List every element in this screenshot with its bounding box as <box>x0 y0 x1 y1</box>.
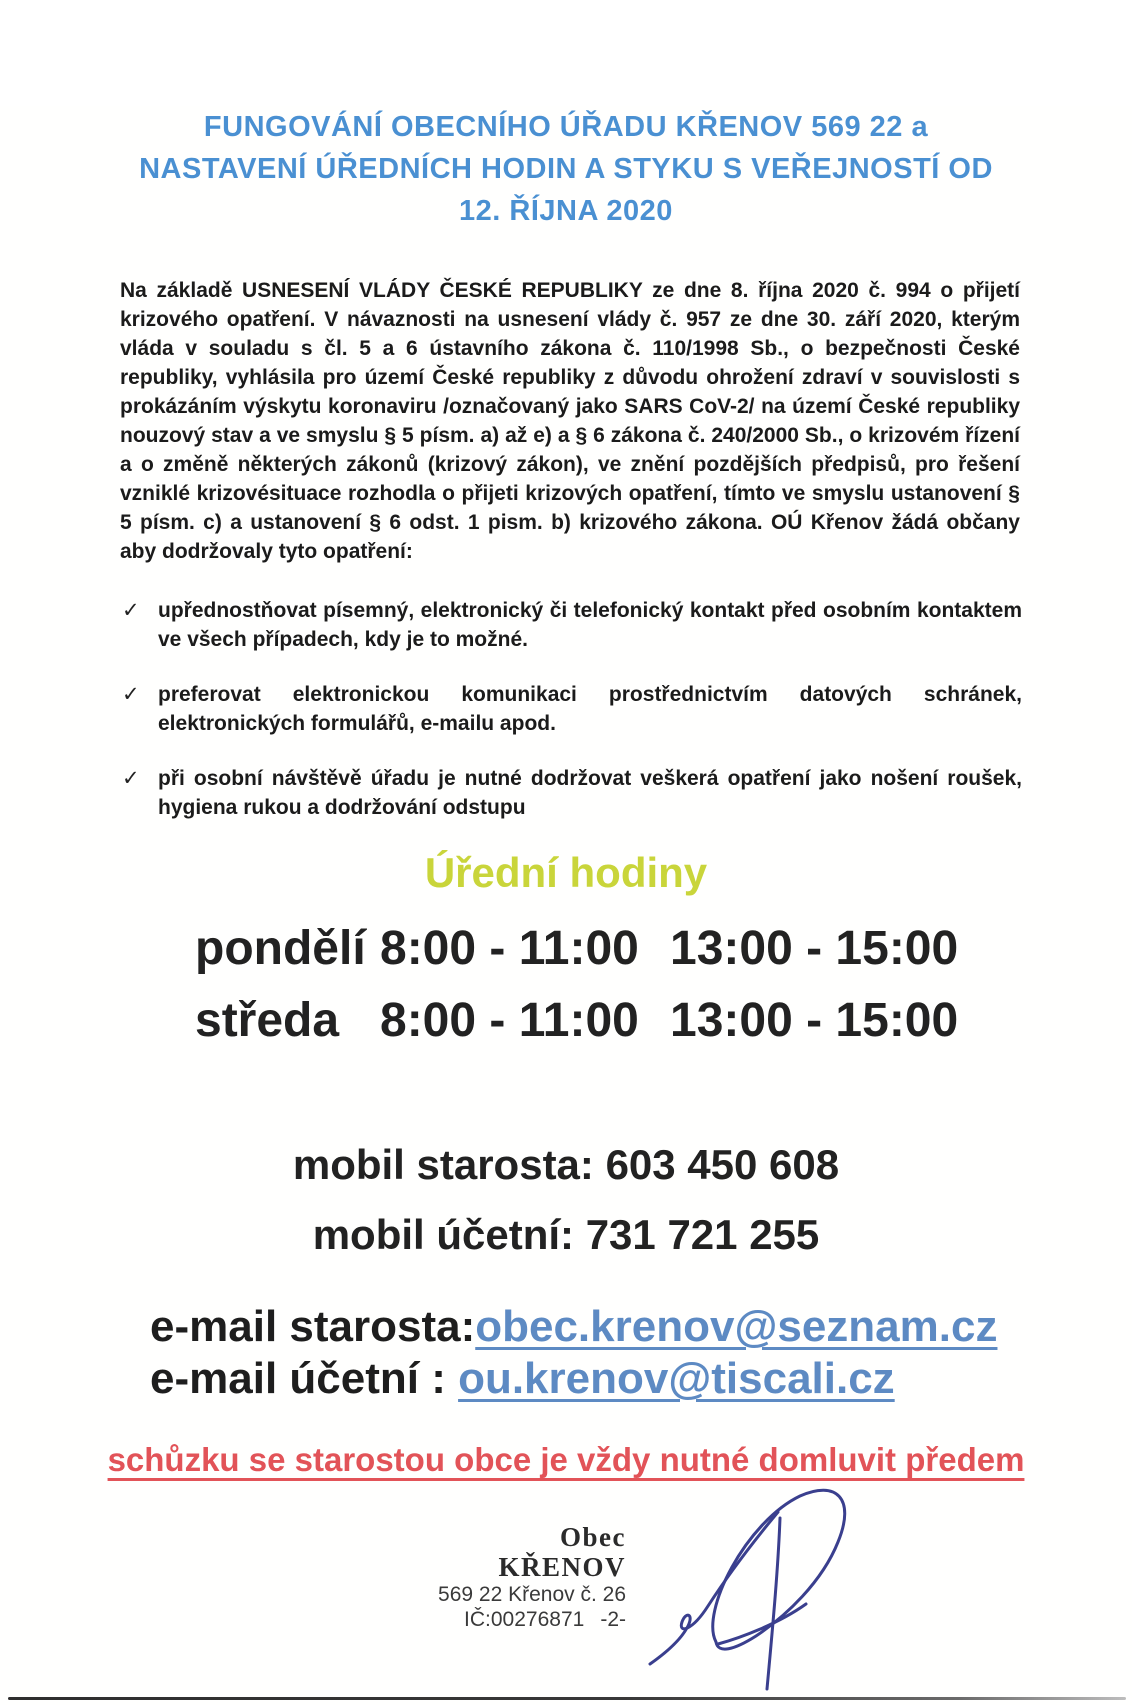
meeting-notice: schůzku se starostou obce je vždy nutné domluvit předem <box>107 1441 1025 1478</box>
intro-paragraph: Na základě USNESENÍ VLÁDY ČESKÉ REPUBLIKY ze dne 8. října 2020 č. 994 o přijetí krizového opatření. V návaznosti na usnesení vlády č. 957 ze dne 30. září 2020, kterým vláda v souladu s čl. 5 a 6 ústavního zákona č. 110/1998 Sb., o bezpečnosti České republiky, vyhlásila pro území České republiky z důvodu ohrožení zdraví v souvislosti s prokázáním výskytu koronaviru /označovaný jako SARS CoV-2/ na území České republiky nouzový stav a ve smyslu § 5 písm. a) až e) a § 6 zákona č. 240/2000 Sb., o krizovém řízení a o změně některých zákonů (krizový zákon), ve znění pozdějších předpisů, pro řešení vzniklé krizovésituace rozhodla o přijeti krizových opatření, tímto ve smyslu ustanovení § 5 písm. c) a ustanovení § 6 odst. 1 pism. b) krizového zákona. OÚ Křenov žádá občany aby dodržovaly tyto opatření: <box>120 279 1020 563</box>
list-item <box>122 680 1022 738</box>
stamp-ic-number: IČ:00276871 <box>464 1608 585 1631</box>
mobile-mayor-line: mobil starosta: 603 450 608 <box>292 1141 840 1188</box>
document-title <box>0 106 1132 232</box>
stamp-registration <box>430 1607 626 1632</box>
email-mayor-label: e-mail starosta: <box>150 1302 476 1351</box>
office-hours-heading: Úřední hodiny <box>424 849 708 896</box>
title-line-3: 12. ŘÍJNA 2020 <box>459 195 673 227</box>
title-line-1: FUNGOVÁNÍ OBECNÍHO ÚŘADU KŘENOV 569 22 a <box>203 111 929 143</box>
email-mayor-link[interactable]: obec.krenov@seznam.cz <box>475 1302 998 1351</box>
morning-hours: 8:00 - 11:00 <box>380 922 639 975</box>
signature-ink <box>628 1484 873 1696</box>
stamp-name: Obec KŘENOV <box>498 1522 626 1582</box>
check-icon: ✓ <box>122 599 140 622</box>
morning-hours: 8:00 - 11:00 <box>380 994 639 1047</box>
municipal-stamp <box>430 1522 626 1632</box>
document-page <box>0 106 1132 1705</box>
day-label: pondělí <box>195 922 366 975</box>
email-accountant-line <box>150 1354 1132 1404</box>
list-item <box>122 764 1022 822</box>
scan-edge-line <box>8 1697 1126 1700</box>
email-accountant-link[interactable]: ou.krenov@tiscali.cz <box>458 1354 895 1403</box>
page-number: -2- <box>600 1608 626 1631</box>
check-icon: ✓ <box>122 683 140 706</box>
office-hours-row-wednesday <box>195 996 1132 1046</box>
mobile-accountant-line: mobil účetní: 731 721 255 <box>312 1211 820 1258</box>
measure-text: při osobní návštěvě úřadu je nutné dodržovat veškerá opatření jako nošení roušek, hygiena rukou a dodržování odstupu <box>158 767 1022 819</box>
measures-list <box>122 596 1022 822</box>
afternoon-hours: 13:00 - 15:00 <box>670 922 959 975</box>
day-label: středa <box>195 994 340 1047</box>
afternoon-hours: 13:00 - 15:00 <box>670 994 959 1047</box>
email-accountant-label: e-mail účetní : <box>150 1354 459 1403</box>
title-line-2: NASTAVENÍ ÚŘEDNÍCH HODIN A STYKU S VEŘEJNOSTÍ OD <box>139 153 993 185</box>
email-mayor-line <box>150 1302 1132 1352</box>
stamp-address: 569 22 Křenov č. 26 <box>438 1583 626 1606</box>
office-hours-row-monday <box>195 924 1132 974</box>
measure-text: preferovat elektronickou komunikaci prostřednictvím datových schránek, elektronických formulářů, e-mailu apod. <box>158 683 1022 735</box>
measure-text: upřednostňovat písemný, elektronický či telefonický kontakt před osobním kontaktem ve všech případech, kdy je to možné. <box>158 599 1022 651</box>
list-item <box>122 596 1022 654</box>
check-icon: ✓ <box>122 767 140 790</box>
